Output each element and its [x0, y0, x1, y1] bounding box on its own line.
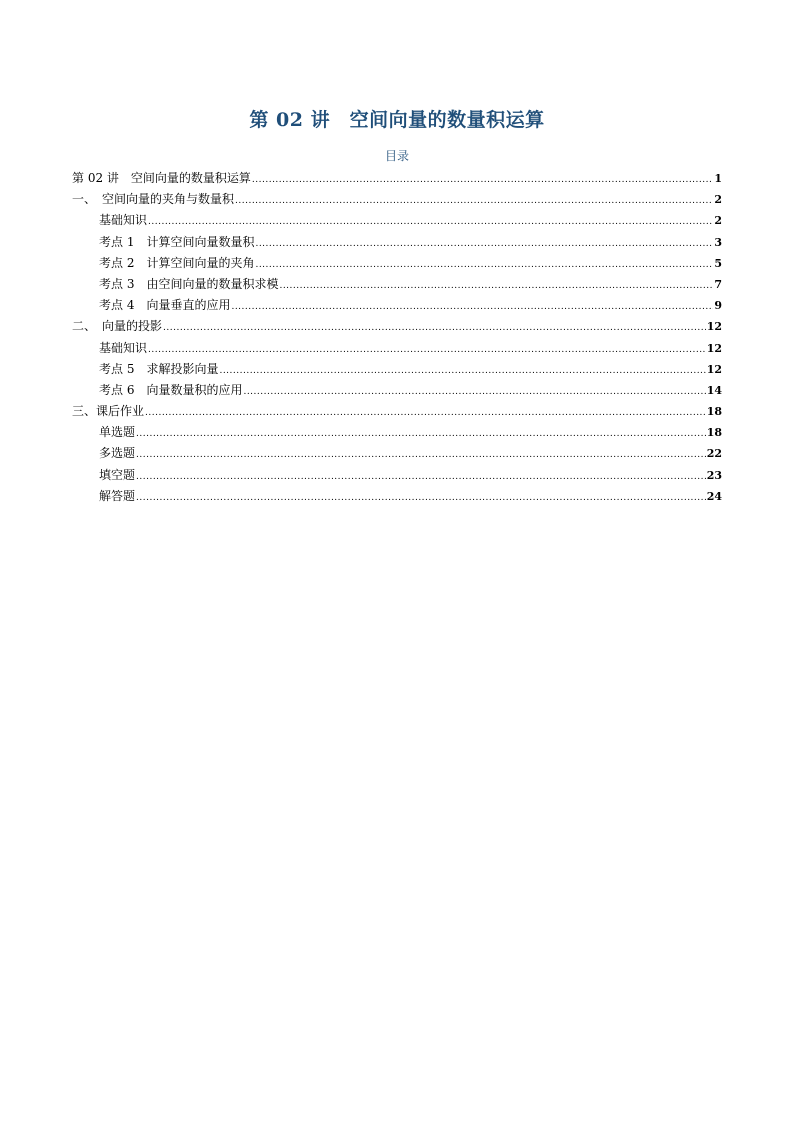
toc-entry[interactable] — [72, 486, 722, 507]
toc-entry-label: 第 02 讲 空间向量的数量积运算 — [72, 171, 251, 185]
toc-entry[interactable] — [72, 253, 722, 274]
toc-entry[interactable] — [72, 401, 722, 422]
toc-leader-dots — [136, 445, 706, 466]
toc-entry-label: 多选题 — [99, 446, 136, 461]
toc-entry-label: 基础知识 — [99, 213, 148, 228]
toc-entry[interactable] — [72, 210, 722, 231]
toc-entry-label: 考点 4 向量垂直的应用 — [99, 298, 231, 313]
toc-entry-label: 考点 1 计算空间向量数量积 — [99, 234, 255, 249]
toc-entry-page: 23 — [706, 468, 722, 482]
toc-entry-label: 填空题 — [99, 467, 136, 482]
toc-entry-label: 解答题 — [99, 488, 136, 503]
toc-leader-dots — [145, 403, 706, 424]
toc-leader-dots — [136, 424, 706, 445]
toc-heading: 目录 — [384, 149, 409, 163]
toc-entry-page: 22 — [706, 447, 722, 461]
toc-entry-page: 3 — [714, 235, 722, 249]
toc-entry-page: 7 — [714, 277, 722, 291]
toc-entry-page: 2 — [714, 193, 722, 207]
toc-entry-label: 一、 空间向量的夹角与数量积 — [72, 192, 235, 207]
toc-leader-dots — [136, 467, 706, 488]
toc-entry[interactable] — [72, 316, 722, 337]
toc-leader-dots — [255, 234, 713, 255]
toc-entry-label: 二、 向量的投影 — [72, 319, 163, 334]
toc-entry-label: 单选题 — [99, 425, 136, 440]
toc-leader-dots — [163, 318, 706, 339]
toc-entry-page: 9 — [714, 299, 722, 313]
table-of-contents — [72, 168, 722, 507]
document-title: 第 02 讲 空间向量的数量积运算 — [249, 109, 545, 131]
toc-entry-label: 基础知识 — [99, 340, 148, 355]
toc-entry[interactable] — [72, 422, 722, 443]
toc-entry-page: 18 — [706, 405, 722, 419]
toc-leader-dots — [148, 340, 706, 361]
toc-entry[interactable] — [72, 465, 722, 486]
toc-leader-dots — [243, 382, 705, 403]
toc-entry[interactable] — [72, 359, 722, 380]
toc-entry[interactable] — [72, 338, 722, 359]
toc-entry-page: 18 — [706, 426, 722, 440]
toc-entry-label: 考点 3 由空间向量的数量积求模 — [99, 276, 279, 291]
toc-entry-page: 2 — [714, 214, 722, 228]
toc-leader-dots — [136, 488, 706, 509]
toc-leader-dots — [231, 297, 713, 318]
toc-entry-page: 24 — [706, 489, 722, 503]
toc-entry-page: 12 — [706, 362, 722, 376]
toc-entry-page: 5 — [714, 256, 722, 270]
toc-leader-dots — [252, 170, 713, 191]
toc-leader-dots — [255, 255, 713, 276]
toc-leader-dots — [219, 361, 705, 382]
toc-leader-dots — [148, 212, 713, 233]
toc-leader-dots — [279, 276, 713, 297]
toc-entry-label: 考点 5 求解投影向量 — [99, 361, 219, 376]
toc-entry-page: 14 — [706, 383, 722, 397]
toc-entry[interactable] — [72, 274, 722, 295]
toc-entry[interactable] — [72, 443, 722, 464]
toc-entry-label: 三、课后作业 — [72, 404, 145, 419]
toc-entry-label: 考点 2 计算空间向量的夹角 — [99, 255, 255, 270]
toc-entry[interactable] — [72, 380, 722, 401]
toc-entry[interactable] — [72, 295, 722, 316]
toc-entry-page: 1 — [714, 172, 722, 185]
toc-entry[interactable] — [72, 168, 722, 189]
toc-entry-page: 12 — [706, 320, 722, 334]
toc-entry[interactable] — [72, 232, 722, 253]
toc-entry-label: 考点 6 向量数量积的应用 — [99, 382, 243, 397]
toc-entry[interactable] — [72, 189, 722, 210]
toc-entry-page: 12 — [706, 341, 722, 355]
toc-leader-dots — [235, 191, 713, 212]
